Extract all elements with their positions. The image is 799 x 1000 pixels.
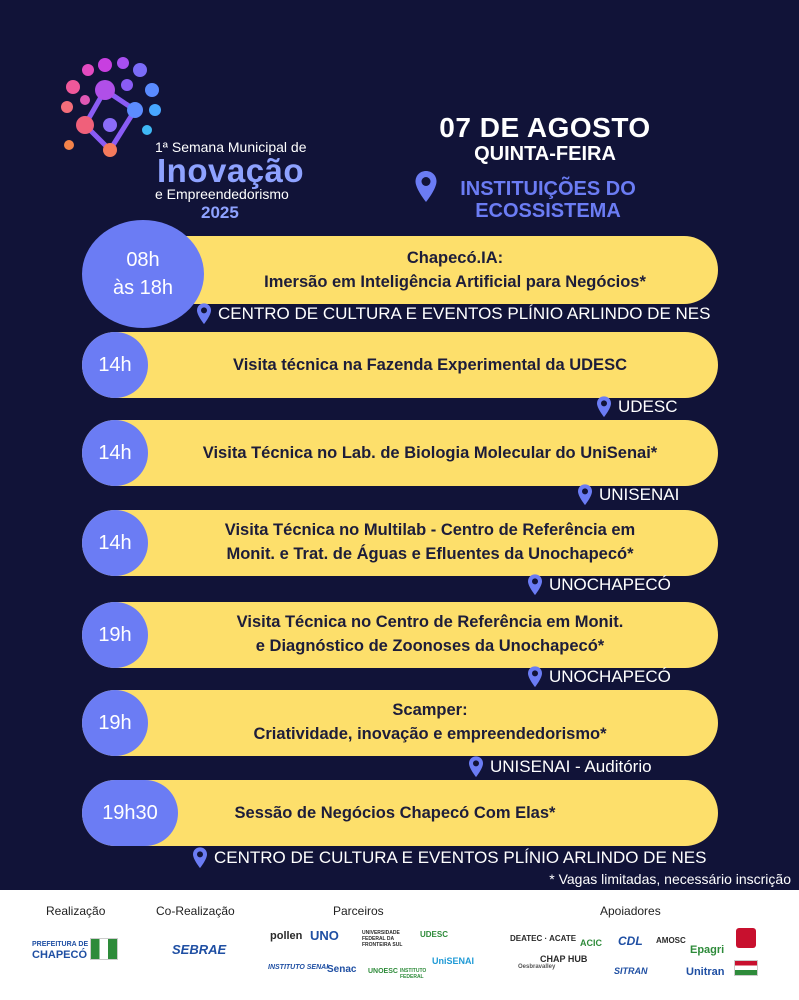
- time-badge: [82, 510, 148, 576]
- event-title-line-1: Scamper:: [392, 701, 468, 719]
- sitran-logo: SITRAN: [614, 966, 648, 976]
- location-pin-icon: [468, 755, 484, 779]
- event-location: [468, 755, 652, 779]
- unitran-logo: Unitran: [686, 966, 725, 978]
- location-pin-icon: [192, 846, 208, 870]
- event-time: 14h: [98, 442, 132, 464]
- logo-line-1: 1ª Semana Municipal de: [155, 139, 307, 155]
- ifsc-logo: INSTITUTO FEDERAL: [400, 968, 427, 980]
- time-badge: [82, 602, 148, 668]
- event-title: [150, 604, 710, 664]
- event-title-line-1: Visita Técnica no Multilab - Centro de Referência em: [224, 521, 636, 539]
- event-location: [596, 395, 678, 419]
- event-location: [192, 846, 706, 870]
- location-pin-icon: [414, 170, 438, 204]
- event-title: [205, 244, 705, 296]
- event-venue: [448, 178, 648, 222]
- event-time: 14h: [98, 354, 132, 376]
- venue-line-2: ECOSSISTEMA: [475, 200, 621, 222]
- apoiadores-heading: Apoiadores: [600, 904, 661, 918]
- logo-line-3: e Empreendedorismo: [155, 186, 289, 202]
- event-time: 19h: [98, 712, 132, 734]
- flag-icon: [734, 960, 758, 976]
- event-title-line-1: Visita Técnica no Lab. de Biologia Molecular do UniSenai*: [202, 444, 658, 462]
- event-location-label: UDESC: [618, 397, 678, 416]
- parceiros-heading: Parceiros: [333, 904, 384, 918]
- event-title-line-1: Sessão de Negócios Chapecó Com Elas*: [234, 804, 556, 822]
- logo-title: Inovação: [157, 152, 305, 189]
- senac-logo: Senac: [327, 964, 357, 975]
- event-title-line-2: Monit. e Trat. de Águas e Efluentes da Unochapecó*: [226, 545, 634, 563]
- event-location: [577, 483, 679, 507]
- uffs-logo: UNIVERSIDADE FEDERAL DA FRONTEIRA SUL: [362, 930, 403, 948]
- epagri-logo: Epagri: [690, 944, 725, 956]
- location-pin-icon: [596, 395, 612, 419]
- event-time: 19h30: [102, 802, 158, 824]
- logo-year: 2025: [201, 203, 239, 222]
- unisenai-logo: UniSENAI: [432, 956, 475, 966]
- chaphub-logo: CHAP HUB: [540, 954, 588, 964]
- event-location-label: CENTRO DE CULTURA E EVENTOS PLÍNIO ARLINDO DE NES: [214, 848, 707, 867]
- event-location-label: UNOCHAPECÓ: [549, 667, 671, 686]
- event-location-label: CENTRO DE CULTURA E EVENTOS PLÍNIO ARLINDO DE NES: [218, 304, 711, 323]
- time-badge: [82, 690, 148, 756]
- event-location-label: UNISENAI - Auditório: [490, 757, 652, 776]
- location-pin-icon: [527, 665, 543, 689]
- pollen-logo: pollen: [270, 930, 303, 942]
- location-pin-icon: [527, 573, 543, 597]
- prefeitura-logo-line-1: PREFEITURA DE: [32, 941, 89, 948]
- event-time: 14h: [98, 532, 132, 554]
- unoesc-logo: UNOESC: [368, 968, 398, 975]
- seal-icon: [736, 928, 756, 948]
- realizacao-heading: Realização: [46, 904, 106, 918]
- venue-line-1: INSTITUIÇÕES DO: [460, 178, 636, 200]
- sebrae-logo: SEBRAE: [172, 942, 227, 957]
- event-title-line-2: Imersão em Inteligência Artificial para Negócios*: [264, 273, 646, 291]
- footnote: * Vagas limitadas, necessário inscrição: [549, 871, 791, 887]
- event-title: [180, 780, 610, 846]
- chapeco-flag-icon: [90, 938, 118, 960]
- corealizacao-heading: Co-Realização: [156, 904, 235, 918]
- time-badge: [82, 332, 148, 398]
- event-title-line-2: Criatividade, inovação e empreendedorismo*: [253, 725, 607, 743]
- event-title: [150, 332, 710, 398]
- location-pin-icon: [577, 483, 593, 507]
- event-title: [150, 512, 710, 572]
- event-location-label: UNISENAI: [599, 485, 680, 504]
- time-badge: [82, 420, 148, 486]
- amosc-logo: AMOSC: [656, 936, 686, 945]
- event-title-line-1: Visita técnica na Fazenda Experimental da UDESC: [232, 356, 627, 374]
- senai-logo: INSTITUTO SENAI: [268, 964, 329, 971]
- event-location: [527, 665, 671, 689]
- sponsors-strip: [0, 890, 799, 1000]
- time-end: às 18h: [112, 277, 174, 299]
- prefeitura-logo: [32, 940, 88, 960]
- event-title: [150, 420, 710, 486]
- event-location: [527, 573, 671, 597]
- event-title: [150, 692, 710, 752]
- event-title-line-1: Visita Técnica no Centro de Referência em Monit.: [236, 613, 624, 631]
- prefeitura-logo-line-2: CHAPECÓ: [32, 949, 88, 961]
- event-title-line-1: Chapecó.IA:: [406, 249, 504, 267]
- event-title-line-2: e Diagnóstico de Zoonoses da Unochapecó*: [255, 637, 605, 655]
- event-time: 19h: [98, 624, 132, 646]
- cdl-logo: CDL: [618, 934, 643, 948]
- oesbravalley-logo: Oesbravalley: [518, 964, 556, 970]
- event-weekday: QUINTA-FEIRA: [474, 143, 616, 165]
- uno-logo: UNO: [310, 928, 339, 943]
- time-start: 08h: [126, 249, 160, 271]
- event-date: 07 DE AGOSTO: [439, 112, 651, 143]
- brain-network-icon: [55, 55, 165, 170]
- time-badge: [82, 220, 204, 328]
- deatec-logo: DEATEC · ACATE: [510, 934, 577, 943]
- acic-logo: ACIC: [580, 938, 602, 948]
- location-pin-icon: [196, 302, 212, 326]
- udesc-logo: UDESC: [420, 930, 449, 939]
- time-badge: [82, 780, 178, 846]
- event-logo: [55, 55, 315, 230]
- event-location: [196, 302, 710, 326]
- event-location-label: UNOCHAPECÓ: [549, 575, 671, 594]
